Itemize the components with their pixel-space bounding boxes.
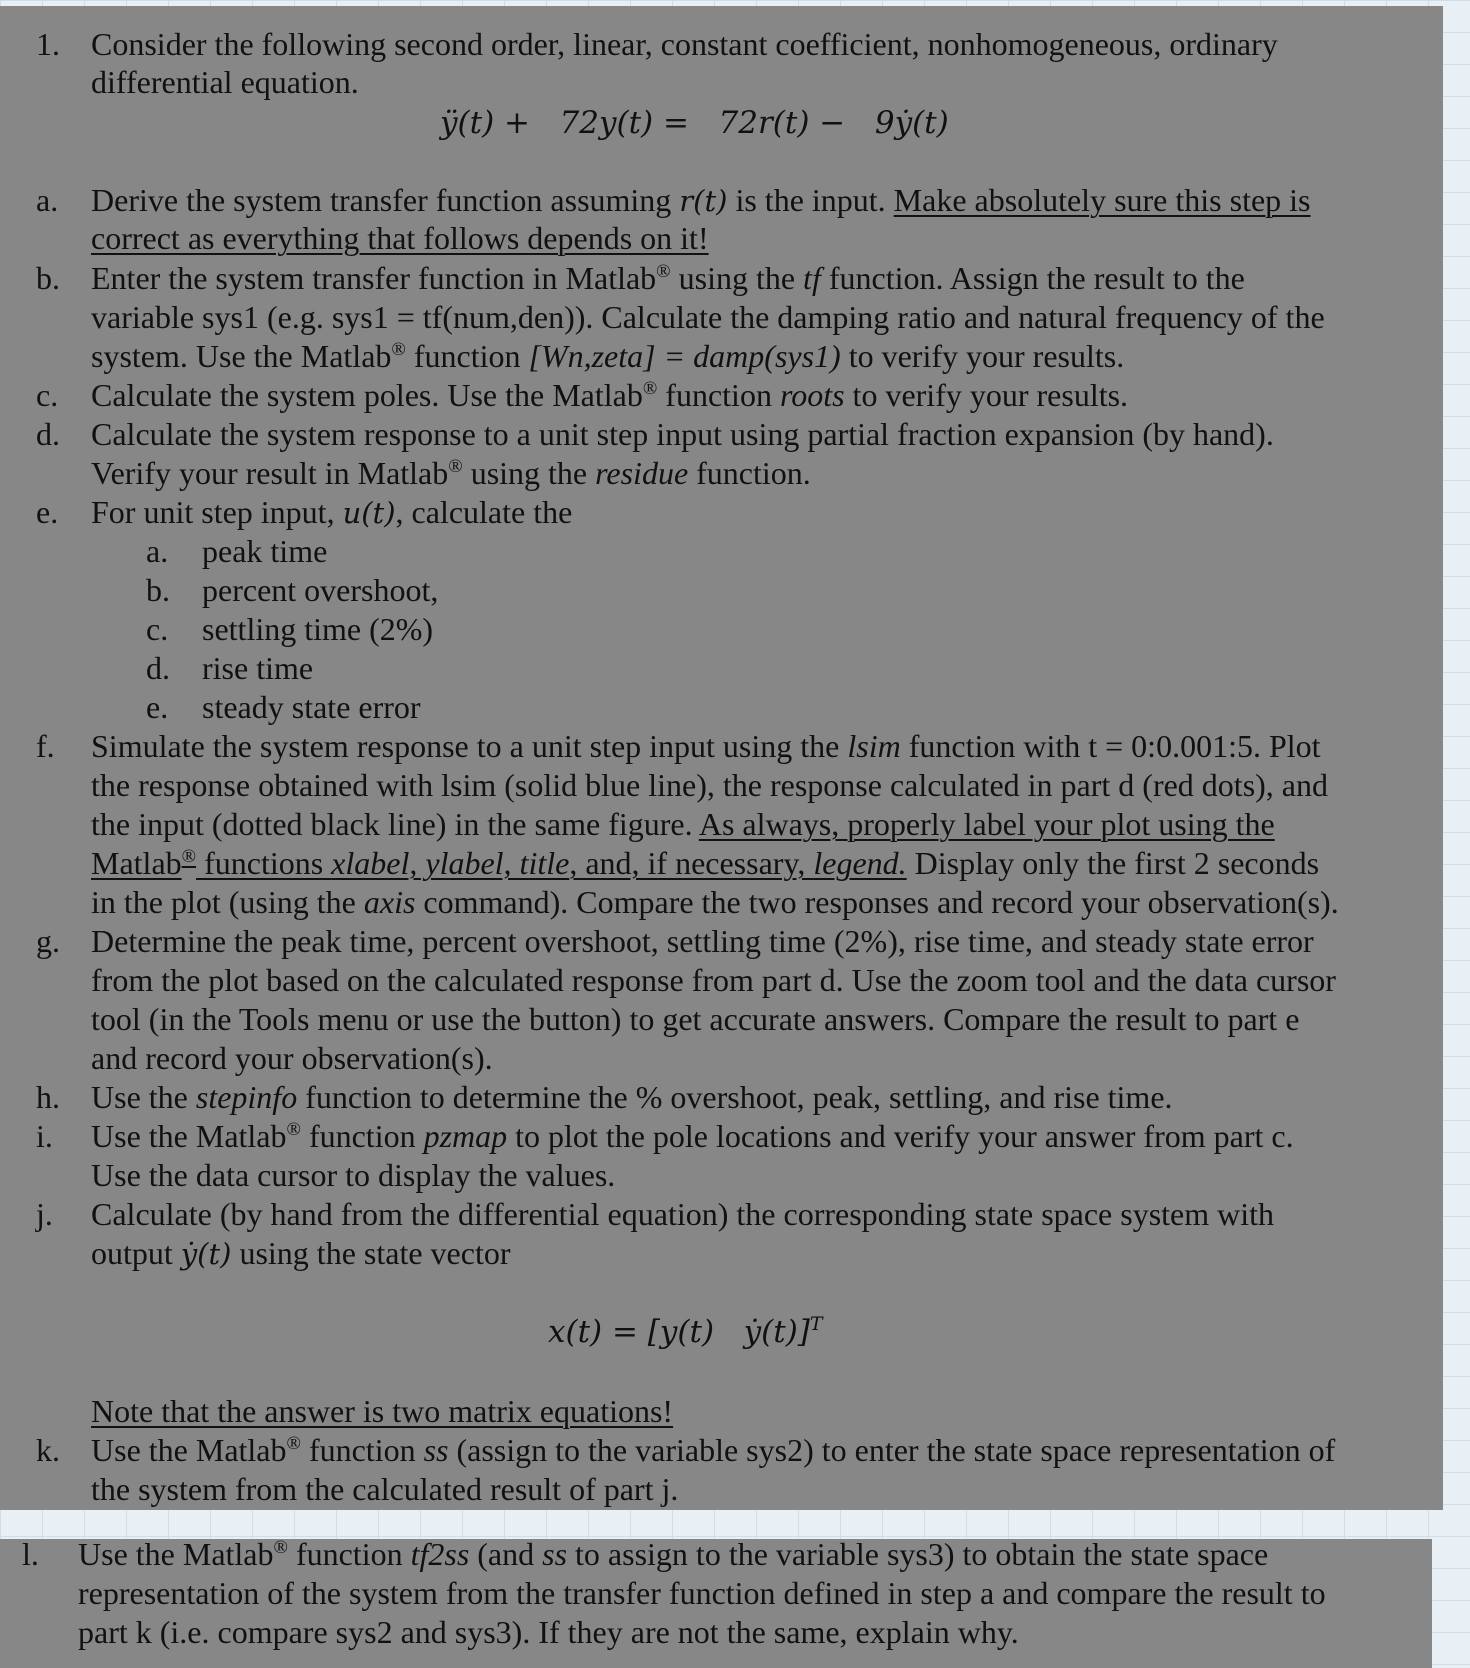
subitem-peak-time: peak time	[202, 533, 328, 569]
subitem-label: e.	[146, 689, 169, 725]
item-l-line-2: representation of the system from the transfer function defined in step a and compare the result to	[78, 1575, 1326, 1611]
item-k-label: k.	[36, 1432, 60, 1468]
item-b-label: b.	[36, 260, 60, 296]
item-b-line-3: system. Use the Matlab® function [Wn,zeta] = damp(sys1) to verify your results.	[91, 338, 1125, 374]
item-g-line-2: from the plot based on the calculated response from part d. Use the zoom tool and the data cursor	[91, 962, 1336, 998]
item-h-label: h.	[36, 1079, 60, 1115]
subitem-label: d.	[146, 650, 170, 686]
state-vector-equation: x(t) = [y(t) ẏ(t)]$^T$	[548, 1313, 823, 1350]
item-d-label: d.	[36, 416, 60, 452]
item-l-line-3: part k (i.e. compare sys2 and sys3). If they are not the same, explain why.	[78, 1614, 1019, 1650]
subitem-label: a.	[146, 533, 169, 569]
item-e-line-1: For unit step input, u(t), calculate the	[91, 494, 573, 530]
subitem-percent-overshoot: percent overshoot,	[202, 572, 439, 608]
problem-intro-line-2: differential equation.	[91, 64, 359, 100]
item-k-line-1: Use the Matlab® function ss (assign to the variable sys2) to enter the state space representation of	[91, 1432, 1336, 1468]
problem-number: 1.	[36, 26, 60, 62]
item-c-label: c.	[36, 377, 59, 413]
item-g-line-3: tool (in the Tools menu or use the button) to get accurate answers. Compare the result to part e	[91, 1001, 1300, 1037]
problem-intro-line-1: Consider the following second order, linear, constant coefficient, nonhomogeneous, ordinary	[91, 26, 1278, 62]
item-a-line-2: correct as everything that follows depends on it!	[91, 220, 709, 256]
item-i-line-2: Use the data cursor to display the values.	[91, 1157, 616, 1193]
item-d-line-2: Verify your result in Matlab® using the residue function.	[91, 455, 811, 491]
item-b-line-2: variable sys1 (e.g. sys1 = tf(num,den)). Calculate the damping ratio and natural frequency of the	[91, 299, 1325, 335]
item-f-line-5: in the plot (using the axis command). Compare the two responses and record your observation(s).	[91, 884, 1339, 920]
item-g-line-1: Determine the peak time, percent overshoot, settling time (2%), rise time, and steady state error	[91, 923, 1314, 959]
item-a-line-1: Derive the system transfer function assuming r(t) is the input. Make absolutely sure this step is	[91, 182, 1311, 218]
item-j-note: Note that the answer is two matrix equations!	[91, 1393, 674, 1429]
item-j-line-1: Calculate (by hand from the differential equation) the corresponding state space system with	[91, 1196, 1275, 1232]
item-i-line-1: Use the Matlab® function pzmap to plot the pole locations and verify your answer from part c.	[91, 1118, 1294, 1154]
item-f-label: f.	[36, 728, 55, 764]
subitem-label: b.	[146, 572, 170, 608]
subitem-rise-time: rise time	[202, 650, 314, 686]
item-k-line-2: the system from the calculated result of part j.	[91, 1471, 679, 1507]
item-i-label: i.	[36, 1118, 53, 1154]
item-e-label: e.	[36, 494, 59, 530]
item-a-label: a.	[36, 182, 59, 218]
item-c-line-1: Calculate the system poles. Use the Matlab® function roots to verify your results.	[91, 377, 1129, 413]
item-f-line-3: the input (dotted black line) in the same figure. As always, properly label your plot using the	[91, 806, 1275, 842]
item-l-line-1: Use the Matlab® function tf2ss (and ss to assign to the variable sys3) to obtain the state space	[78, 1536, 1269, 1572]
item-h-line-1: Use the stepinfo function to determine the % overshoot, peak, settling, and rise time.	[91, 1079, 1173, 1115]
item-f-line-1: Simulate the system response to a unit step input using the lsim function with t = 0:0.001:5. Plot	[91, 728, 1321, 764]
item-d-line-1: Calculate the system response to a unit step input using partial fraction expansion (by hand).	[91, 416, 1274, 452]
item-j-label: j.	[36, 1196, 53, 1232]
item-f-line-4: Matlab® functions xlabel, ylabel, title, and, if necessary, legend. Display only the first 2 seconds	[91, 845, 1320, 881]
item-b-line-1: Enter the system transfer function in Matlab® using the tf function. Assign the result to the	[91, 260, 1245, 296]
item-g-line-4: and record your observation(s).	[91, 1040, 493, 1076]
item-j-line-2: output ẏ(t) using the state vector	[91, 1235, 511, 1271]
subitem-label: c.	[146, 611, 169, 647]
item-l-label: l.	[22, 1536, 39, 1572]
subitem-steady-state-error: steady state error	[202, 689, 421, 725]
subitem-settling-time: settling time (2%)	[202, 611, 434, 647]
item-f-line-2: the response obtained with lsim (solid blue line), the response calculated in part d (red dots), and	[91, 767, 1328, 803]
differential-equation: ÿ(t) + 72y(t) = 72r(t) − 9ẏ(t)	[440, 105, 949, 141]
item-g-label: g.	[36, 923, 60, 959]
